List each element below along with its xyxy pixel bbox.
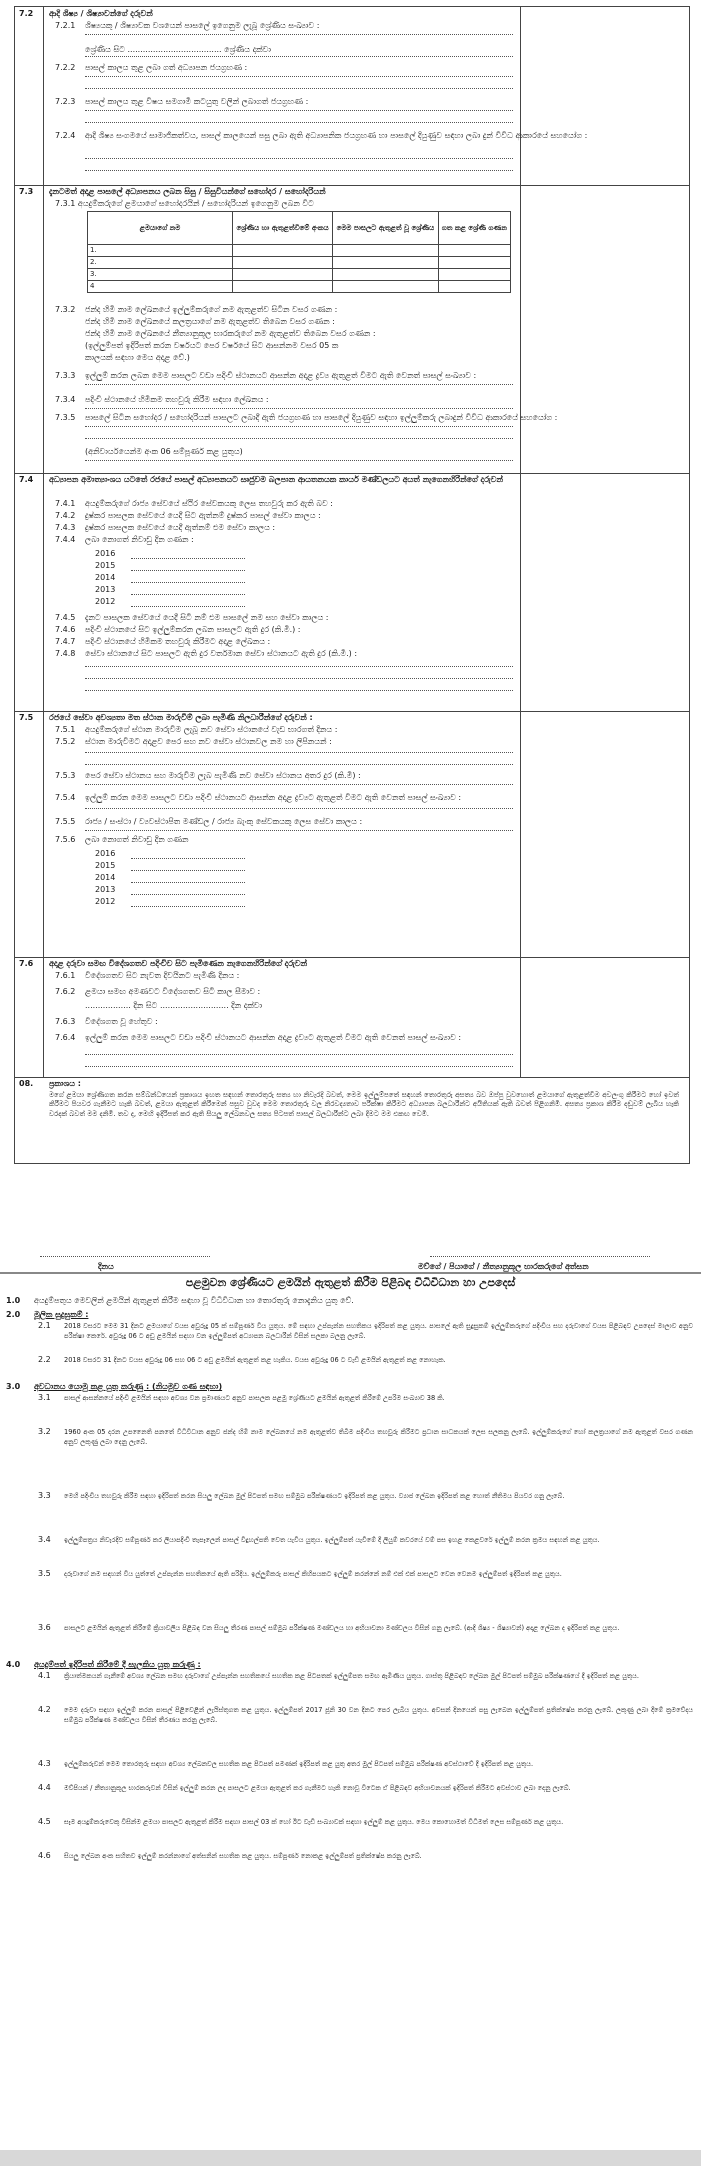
col-header: ගත කළ ශ්‍රේණි ගණන <box>438 212 510 245</box>
group-number: 1.0 <box>6 1296 21 1305</box>
field-label: ජන්ද හිමි නාම ලේඛනයේ ඉල්ලුම්කරුගේ නම ඇතුළත්ව සිටින වසර ගණන : <box>85 305 338 314</box>
item-number: 3.6 <box>38 1623 51 1632</box>
field-label: ඉල්ලුම් කරන ලබන මෙම පාසලට වඩා පදිංචි ස්ථානයට ආසන්න අදාළ ද්‍රව්‍ය ඇතුළත් විමට ඇති වෙනත් පාසල් සංඛ්‍යාව : <box>85 371 477 380</box>
field-label: විදේශගත වූ හේතුව : <box>85 1017 158 1026</box>
section-7-6 <box>15 957 689 1078</box>
section-number: 7.4 <box>19 475 34 484</box>
form-field[interactable] <box>55 1001 513 1013</box>
form-field[interactable] <box>55 771 513 783</box>
answer-line[interactable] <box>85 75 513 77</box>
signature-label: මව්ගේ / පියාගේ / නීත්‍යානුකූල භාරකරුගේ අත්සන <box>418 1262 589 1271</box>
item-text: ඉල්ලුම්පත්‍රය නිවැරදිව සම්පූර්ණ කර ලියාපදිංචි තැපෑලෙන් පාසල් විදුහල්පති වෙත යැවිය යුතුය. ඉල්ලුම්පත් යැවීමේ දී ලියුම් කවරයේ වම් පස ඉහළ කෙළවරේ ඉල්ලුම් කරන ක්‍රමය සඳහන් කළ යුතුය. <box>64 1536 600 1544</box>
field-number: 7.4.6 <box>55 625 76 634</box>
item-text: මෙම දරුවා සඳහා ඉල්ලුම් කරන පාසල් පිළිවෙළින් ලැයිස්තුගත කළ යුතුය. ඉල්ලුම්පත් 2017 ජූනි 30 වන දිනට පෙර ලැබිය යුතුය. අවසන් දිනයෙන් පසු ලැබෙන ඉල්ලුම්පත් ප්‍රතික්ෂේප කරනු ලැබේ. ලකුණු ලබා දීමේ ක්‍රමවේදය සම්මුඛ පරීක්ෂණ මණ්ඩලය විසින් තීරණය කරනු ලැබේ. <box>64 1706 693 1724</box>
form-field[interactable] <box>55 1033 513 1045</box>
item-text: දරුවාගේ නම සඳහන් විය යුත්තේ උප්පැන්න සහතිකයේ ඇති පරිදිය. ඉල්ලුම්කරු පාසල් කිහිපයකට ඉල්ලුම් කරන්නේ නම් එක් එක් පාසලට වෙන වෙනම ඉල්ලුම්පත් ඉදිරිපත් කළ යුතුය. <box>64 1570 562 1578</box>
item-text: 1960 අංක 05 දරන උපනෛති පනතේ විධිවිධාන අනුව ජන්ද හිමි නාම ලේඛනයේ නම ඇතුළත්ව තිබීම පදිංචිය තහවුරු කිරීමට ප්‍රධාන සාධකයක් ලෙස සලකනු ලැබේ. ඉල්ලුම්කරුගේ හෝ කලත්‍රයාගේ නම ඇතුළත් වසර ගණන අනුව ලකුණු ලබා දෙනු ලැබේ. <box>64 1428 693 1446</box>
form-field[interactable] <box>55 329 513 341</box>
field-number: 7.6.3 <box>55 1017 76 1026</box>
answer-line[interactable] <box>85 109 513 111</box>
field-label: අයදුම්කරුගේ ස්ථාන මාරුවීම ලැබූ නව සේවා ස්ථානයේ වැඩ භාරගත් දිනය : <box>85 725 338 734</box>
answer-line[interactable] <box>85 407 513 409</box>
form-field[interactable] <box>55 1017 513 1029</box>
field-number: 7.4.3 <box>55 523 76 532</box>
year-label: 2014 <box>95 573 116 582</box>
section-heading: ආදි ශිෂ්‍ය / ශිෂ්‍යාවන්ගේ දරුවන් <box>49 9 153 18</box>
item-number: 3.4 <box>38 1535 51 1544</box>
field-label: අයදුම්කරුගේ රාජ්‍ය සේවයේ ස්ථිර සේවකයකු ලෙස තහවුරු කර ඇති බව : <box>85 499 333 508</box>
form-field[interactable] <box>55 817 513 829</box>
item-text: සියලු ලේඛන අංක සහිතව ඉල්ලුම් කරන්නාගේ අත්සනින් සහතික කළ යුතුය. සම්පූර්ණ නොකළ ඉල්ලුම්පත් ප්‍රතික්ෂේප කරනු ලැබේ. <box>64 1852 422 1860</box>
year-label: 2015 <box>95 861 116 870</box>
field-label: පාසලේ සිටින සහෝදර / සහෝදරියන් පාසලට ලබාදී ඇති ජයග්‍රහණ හා පාසලේ දියුණුව සඳහා ඉල්ලුම්කරු ලබාදුන් විවිධ ආකාරයේ සහයෝග : <box>85 413 558 422</box>
form-field[interactable] <box>55 511 513 523</box>
item-text: මව්පියන් / නීත්‍යානුකූල භාරකරුවන් විසින් ඉල්ලුම් කරන ලද පාසලට ළමයා ඇතුළත් කර ගැනීමට හැකි නොවූ විටෙක ඒ පිළිබඳව අභියාචනයක් ඉදිරිපත් කිරීමට අවස්ථාව ලබා දෙනු ලැබේ. <box>64 1784 571 1792</box>
field-number: 7.5.2 <box>55 737 76 746</box>
field-label: කාලයක් සඳහා මෙය අදාළ වේ.) <box>85 353 190 362</box>
section-7-2 <box>15 7 689 186</box>
field-label: පාසල් කාලය තුළ ලබා ගත් අධ්‍යාපන ජයග්‍රහණ : <box>85 63 248 72</box>
section-heading: දැනටමත් අදාළ පාසලේ අධ්‍යාපනය ලබන සිසු / සිසුවියන්ගේ සහෝදර / සහෝදරියන් <box>49 187 326 196</box>
year-field[interactable] <box>95 849 245 860</box>
field-number: 7.3.3 <box>55 371 76 380</box>
form-field[interactable] <box>55 737 513 749</box>
form-field[interactable] <box>55 835 513 847</box>
item-number: 3.5 <box>38 1569 51 1578</box>
year-field[interactable] <box>95 885 245 896</box>
siblings-table <box>87 211 511 293</box>
date-label: දිනය <box>98 1262 114 1271</box>
field-number: 7.2.2 <box>55 63 76 72</box>
answer-line[interactable] <box>85 121 513 123</box>
year-field[interactable] <box>95 549 245 560</box>
field-label: විදේශගතව සිට නැවත දිවයිනට පැමිණි දිනය : <box>85 971 240 980</box>
form-field[interactable] <box>55 725 513 737</box>
field-number: 7.5.3 <box>55 771 76 780</box>
answer-line[interactable] <box>85 425 513 427</box>
field-label: පාසල් කාලය තුළ විෂය සමගාමී කටයුතු වලින් ලබාගත් ජයග්‍රහණ : <box>85 97 309 106</box>
form-field[interactable] <box>55 341 513 353</box>
year-label: 2013 <box>95 885 116 894</box>
section-number: 7.3 <box>19 187 34 196</box>
section-number: 7.2 <box>19 9 34 18</box>
group-heading: අවධානය යොමු කළ යුතු කරුණු : (නියමුව ගණ සඳහා) <box>34 1382 223 1391</box>
item-number: 4.1 <box>38 1671 51 1680</box>
form-field[interactable] <box>55 131 588 143</box>
item-number: 4.3 <box>38 1759 51 1768</box>
answer-line[interactable] <box>85 689 513 691</box>
answer-line[interactable] <box>85 783 513 785</box>
field-label: රාජ්‍ය / සංස්ථා / ව්‍යවස්ථාපිත මණ්ඩල / රාජ්‍ය බැංකු සේවකයකු ලෙස සේවා කාලය : <box>85 817 363 826</box>
answer-line[interactable] <box>85 383 513 385</box>
form-field[interactable] <box>55 523 513 535</box>
form-field[interactable] <box>55 535 513 547</box>
field-label: දුෂ්කර පාසලක සේවයේ යෙදී ඇත්නම් එම සේවා කාලය : <box>85 523 276 532</box>
field-label: (අනිවාර්යයෙන්ම අංක 06 සම්පූර්ණ කළ යුතුය) <box>85 447 243 456</box>
section-heading: රජයේ සේවා අවශ්‍යතා මත ස්ථාන මාරුවීම් ලබා පැමිණි නිලධාරීන්ගේ දරුවන් : <box>49 713 313 722</box>
answer-line[interactable] <box>85 807 513 809</box>
field-label: (ඉල්ලුම්පත් ඉදිරිපත් කරන වර්ෂයට පෙර වර්ෂයේ සිට ආසන්නම වසර 05 ක <box>85 341 339 350</box>
year-field[interactable] <box>95 585 245 596</box>
item-number: 3.3 <box>38 1491 51 1500</box>
form-field[interactable] <box>55 353 513 365</box>
field-number: 7.6.2 <box>55 987 76 996</box>
subsection-7-3-1: 7.3.1 අයදුම්කරුගේ ළමයාගේ සහෝදරයින් / සහෝදරියන් ඉගෙනුම ලබන විට <box>55 199 314 208</box>
field-label: පදිංචි ස්ථානයේ හිමිකම තහවුරු කිරීමට අදාළ ලේඛනය : <box>85 637 271 646</box>
answer-line[interactable] <box>85 157 513 159</box>
year-label: 2016 <box>95 549 116 558</box>
year-field[interactable] <box>95 561 245 572</box>
form-field[interactable] <box>55 613 513 625</box>
section-7-4 <box>15 473 689 712</box>
field-number: 7.4.1 <box>55 499 76 508</box>
divider <box>0 1272 701 1274</box>
field-number: 7.5.6 <box>55 835 76 844</box>
form-field[interactable] <box>55 987 513 999</box>
field-label: පෙර සේවා ස්ථානය සහ මාරුවීම ලැබ පැමිණි නව සේවා ස්ථානය අතර දුර (කි.මී) : <box>85 771 361 780</box>
field-number: 7.2.4 <box>55 131 76 140</box>
item-number: 4.2 <box>38 1705 51 1714</box>
answer-line[interactable] <box>85 751 513 753</box>
group-heading: අයදුම්පත් ඉදිරිපත් කිරීමේ දී සැලකිය යුතු කරුණු : <box>34 1660 201 1669</box>
signature-line[interactable] <box>430 1256 650 1257</box>
col-header: මෙම පාසලට ඇතුළත් වූ ශ්‍රේණිය <box>333 212 439 245</box>
field-label: ඉල්ලුම් කරන මෙම පාසලට වඩා පදිංචි ස්ථානයට ආසන්න අදාළ ද්‍රව්‍යට ඇතුළත් විමට ඇති වෙනත් පාසල් සංඛ්‍යාව : <box>85 1033 462 1042</box>
section-heading: අදාළ දරුවා සමඟ විදේශගතව පදිංචිව සිට පැමිණෙන නැගෙනහිරින්ගේ දරුවන් <box>49 959 308 968</box>
table-row[interactable]: 4 <box>88 281 511 293</box>
section-number: 7.5 <box>19 713 34 722</box>
table-row[interactable]: 2. <box>88 257 511 269</box>
form-field[interactable] <box>55 793 513 805</box>
item-number: 3.1 <box>38 1393 51 1402</box>
form-table <box>14 6 690 1164</box>
form-field[interactable] <box>55 317 513 329</box>
field-number: 7.4.4 <box>55 535 76 544</box>
form-field[interactable] <box>55 395 513 407</box>
group-heading: අයදුම්පතුය මෙවලින් ළමයින් ඇතුළත් කිරීම සඳහා වූ විධිවිධාන හා තොරතුරු නොදැනිය යුතු වේ. <box>34 1296 354 1305</box>
field-label: දැනට පාසලක සේවයේ යෙදී සිටී නම් එම පාසලේ නම සහ සේවා කාලය : <box>85 613 329 622</box>
answer-line[interactable] <box>85 665 513 667</box>
col-header: ශ්‍රේණිය හා ඇතුළත්වීමේ අංකය <box>233 212 333 245</box>
form-field[interactable] <box>55 63 513 75</box>
field-number: 7.6.1 <box>55 971 76 980</box>
field-label: පදිංචි ස්ථානයේ සිට ඉල්ලුම්කරන ලබන පාසලට ඇති දුර (කි.මී.) : <box>85 625 301 634</box>
guidelines-title: පළමුවන ශ්‍රේණියට ළමයින් ඇතුළත් කිරීම පිළිබඳ විධිවිධාන හා උපදෙස් <box>185 1276 516 1289</box>
item-text: ක්‍රියාත්මකයන් ගැනීමේ අවශ්‍ය ලේඛන සමඟ දරුවාගේ උප්පැන්න සහතිකයේ සහතික කළ පිටපතක් ඉල්ලුම්පත සමඟ ඇමිණිය යුතුය. ගාස්තු පිළිබඳව ලේඛන මුල් පිටපත් සම්මුඛ පරීක්ෂණයේ දී ඉදිරිපත් කළ යුතුය. <box>64 1672 640 1680</box>
group-number: 3.0 <box>6 1382 21 1391</box>
group-number: 4.0 <box>6 1660 21 1669</box>
table-row[interactable]: 3. <box>88 269 511 281</box>
field-label: ජන්ද හිමි නාම ලේඛනයේ නීත්‍යානුකූල භාරකරුගේ නම ඇතුළත්ව තිබෙන වසර ගණන : <box>85 329 376 338</box>
col-header: ළමයාගේ නම <box>88 212 233 245</box>
answer-line[interactable] <box>85 55 513 57</box>
item-number: 2.2 <box>38 1355 51 1364</box>
field-number: 7.4.7 <box>55 637 76 646</box>
field-number: 7.3.2 <box>55 305 76 314</box>
answer-line[interactable] <box>85 33 513 35</box>
field-label: දුෂ්කර පාසලක සේවයේ යෙදී සිට ඇත්නම් දුෂ්කර පාසල් සේවා කාලය : <box>85 511 321 520</box>
field-number: 7.4.2 <box>55 511 76 520</box>
table-row[interactable]: 1. <box>88 245 511 257</box>
form-field[interactable] <box>55 371 513 383</box>
answer-line[interactable] <box>85 1065 513 1067</box>
year-field[interactable] <box>95 873 245 884</box>
field-number: 7.4.8 <box>55 649 76 658</box>
item-text: 2018 වසරට 31 දිනට වයස අවුරුදු 06 සහ 06 ට අඩු ළමයින් ඇතුළත් කළ හැකිය. වයස අවුරුදු 06 ට වැඩි ළමයින් ඇතුළත් කළ නොහැක. <box>64 1356 446 1364</box>
field-number: 7.2.3 <box>55 97 76 106</box>
group-number: 2.0 <box>6 1310 21 1319</box>
item-number: 3.2 <box>38 1427 51 1436</box>
year-label: 2012 <box>95 897 116 906</box>
section-number: 7.6 <box>19 959 34 968</box>
field-label: සේවා ස්ථානයේ සිට පාසලට ඇති දුර වර්තමාන සේවා ස්ථානයට ඇති දුර (කි.මී.) : <box>85 649 358 658</box>
item-number: 4.5 <box>38 1817 51 1826</box>
item-text: පාසලට ළමයින් ඇතුළත් කිරීමේ ක්‍රියාවලිය පිළිබඳ වන සියලු තීරණ පාසල් සම්මුඛ පරීක්ෂණ මණ්ඩලය හා අභියාචනා මණ්ඩලය විසින් ගනු ලැබේ. (ආදි ශිෂ්‍ය - ශිෂ්‍යාවන්) අදාළ ලේඛන ද ඉදිරිපත් කළ යුතුය. <box>64 1624 620 1632</box>
year-field[interactable] <box>95 597 245 608</box>
field-label: ලබා නොගත් නිවාඩු දින ගණන <box>85 835 189 844</box>
field-label: ලබා නොගත් නිවාඩු දින ගණන : <box>85 535 194 544</box>
field-label: ජන්ද හිමි නාම ලේඛනයේ කලත්‍රයාගේ නම ඇතුළත්ව තිබෙන වසර ගණන : <box>85 317 335 326</box>
field-label: ශිෂ්‍යයකු / ශිෂ්‍යාවක වශයෙන් පාසලේ ඉගෙනුම ලැබූ ශ්‍රේණිය සංඛ්‍යාව : <box>85 21 320 30</box>
item-text: 2018 වසරට මෙම 31 දිනට ළමයාගේ වයස අවුරුදු 05 ක් සම්පූර්ණ විය යුතුය. මේ සඳහා උප්පැන්න සහතිකය ඉදිරිපත් කළ යුතුය. පාසලේ ඇති සුදුසුකම් ඉල්ලුම්කරුගේ පදිංචිය සහ දරුවාගේ වයස පිළිබඳව උපදෙස් මාලාව අනුව පරීක්ෂා කෙරේ. අවුරුදු 06 ට අඩු ළමයින් සඳහා වන ඉල්ලුම්පත් අධ්‍යාපන බලධාරීන් විසින් සලකා බලනු ලැබේ. <box>64 1322 693 1340</box>
section-heading: ප්‍රකාශය : <box>49 1079 82 1088</box>
year-label: 2015 <box>95 561 116 570</box>
year-label: 2012 <box>95 597 116 606</box>
answer-line[interactable] <box>85 169 513 171</box>
form-field[interactable] <box>55 305 513 317</box>
form-field[interactable] <box>55 499 513 511</box>
field-label: ස්ථාන මාරුවීමට අදාළව පෙර සහ නව සේවා ස්ථානවල නම හා ලිපිනයන් : <box>85 737 332 746</box>
declaration-text: මගේ ළමයා ශ්‍රේණිගත කරන සම්බන්ධයෙන් ප්‍රකාශය ඉහත සඳහන් තොරතුරු සත්‍ය හා නිවැරදි බවත්, මෙම ඉල්ලුම්පතේ සඳහන් තොරතුරු අසත්‍ය බව ඔප්පු වුවහොත් ළමයාගේ ඇතුළත්වීම අවලංගු කිරීමට හෝ ඉවත් කිරීමට පියවර ගැනීමට හැකි බවත්, ළමයා ඇතුළත් කිරීමෙන් පසුව වුවද මෙම තොරතුරු වල නිරවද්‍යතාව පරීක්ෂා කිරීමට අධ්‍යාපන බලධාරීන්ට අයිතියක් ඇති බවත් පිළිගනිමි. අසත්‍ය ප්‍රකාශ කිරීම දඬුවම් ලැබිය හැකි වරදක් බවත් මම දනිමි. තව ද, මෙහි ඉදිරිපත් කර ඇති සියලු ලේඛනවල සත්‍ය පිටපත් පාසල් බලධාරීන්ට ලබා දීමට මම එකඟ වෙමි. <box>49 1091 679 1118</box>
section-7-3 <box>15 185 689 474</box>
field-label: පදිංචි ස්ථානයේ හිමිකම තහවුරු කිරීම සඳහා ලේඛනය : <box>85 395 269 404</box>
form-field[interactable] <box>55 637 513 649</box>
field-label: ඉල්ලුම් කරන මෙම පාසලට වඩා පදිංචි ස්ථානයට ආසන්න අදාළ ද්‍රව්‍යට ඇතුළත් විමට ඇති වෙනත් පාසල් සංඛ්‍යාව : <box>85 793 462 802</box>
year-field[interactable] <box>95 573 245 584</box>
answer-line[interactable] <box>85 677 513 679</box>
field-label: ආදි ශිෂ්‍ය සංගමයේ සාමාජිකත්වය, පාසල් කාලයෙන් පසු ලබා ඇති අධ්‍යාපනික ජයග්‍රහණ හා පාසලේ දියුණුව සඳහා ලබා දුන් විවිධ ආකාරයේ සහයෝග : <box>85 131 588 140</box>
field-label: .................. දින සිට ........................... දින දක්වා <box>85 1001 263 1010</box>
field-number: 7.3.4 <box>55 395 76 404</box>
year-field[interactable] <box>95 861 245 872</box>
year-label: 2014 <box>95 873 116 882</box>
item-text: පාසල් ආසන්නයේ පදිංචි ළමයින් සඳහා අවශ්‍ය වන ප්‍රමාණයට අනුව පාසලක පළමු ශ්‍රේණියට ළමයින් ඇතුළත් කිරීමේ උපරිම සංඛ්‍යාව 38 කි. <box>64 1394 445 1402</box>
field-number: 7.5.4 <box>55 793 76 802</box>
item-number: 2.1 <box>38 1321 51 1330</box>
year-label: 2016 <box>95 849 116 858</box>
group-heading: මූලික සුදුසුකම් : <box>34 1310 89 1319</box>
answer-line[interactable] <box>85 829 513 831</box>
form-field[interactable] <box>55 97 513 109</box>
form-field[interactable] <box>55 413 558 425</box>
year-field[interactable] <box>95 897 245 908</box>
date-line[interactable] <box>40 1256 210 1257</box>
item-text: මෙහි පදිංචිය තහවුරු කිරීම සඳහා ඉදිරිපත් කරන සියලු ලේඛන මුල් පිටපත් සමඟ සම්මුඛ පරීක්ෂණයට ඉදිරිපත් කළ යුතුය. ව්‍යාජ ලේඛන ඉදිරිපත් කළ හොත් නීතිමය පියවර ගනු ලැබේ. <box>64 1492 565 1500</box>
item-text: ඉල්ලුම්කරුවන් මෙම තොරතුරු සඳහා අවශ්‍ය ලේඛනවල සහතික කළ පිටපත් පමණක් ඉදිරිපත් කළ යුතු අතර මුල් පිටපත් සම්මුඛ පරීක්ෂණ අවස්ථාවේ දී ඉදිරිපත් කළ යුතුය. <box>64 1760 534 1768</box>
item-number: 4.4 <box>38 1783 51 1792</box>
item-text: සෑම අයදුම්කරුවෙකු විසින්ම ළමයා පාසලට ඇතුළත් කිරීම සඳහා පාසල් 03 ක් හෝ ඊට වැඩි සංඛ්‍යාවක් සඳහා ඉල්ලුම් කළ යුතුය. මෙය කොහොමත් විධිමත් ලෙස සම්පූර්ණ කළ යුතුය. <box>64 1818 564 1826</box>
field-label: ළමයා සමඟ අමණවට විදේශගතව සිටි කාල සීමාව : <box>85 987 261 996</box>
field-number: 7.6.4 <box>55 1033 76 1042</box>
answer-line[interactable] <box>85 459 513 461</box>
answer-line[interactable] <box>85 437 513 439</box>
field-number: 7.5.1 <box>55 725 76 734</box>
field-number: 7.3.5 <box>55 413 76 422</box>
year-label: 2013 <box>95 585 116 594</box>
bottom-bar <box>0 2150 701 2166</box>
form-field[interactable] <box>55 649 513 661</box>
item-number: 4.6 <box>38 1851 51 1860</box>
answer-line[interactable] <box>85 87 513 89</box>
section-number: 08. <box>19 1079 34 1088</box>
form-field[interactable] <box>55 625 513 637</box>
field-label: ශ්‍රේණිය සිට ..................................... ශ්‍රේණිය දක්වා <box>85 45 272 54</box>
field-number: 7.4.5 <box>55 613 76 622</box>
form-field[interactable] <box>55 971 513 983</box>
answer-line[interactable] <box>85 763 513 765</box>
section-7-5 <box>15 711 689 958</box>
section-heading: අධ්‍යාපන අමාත්‍යාංශය යටතේ රජයේ පාසල් අධ්‍යාපනයට සෘජුවම බලපාන ආයතනයක කාර්ය මණ්ඩලයට අයත් නැගෙනහිරින්ගේ දරුවන් <box>49 475 504 484</box>
form-field[interactable] <box>55 21 513 33</box>
form-field[interactable] <box>55 447 513 459</box>
field-number: 7.2.1 <box>55 21 76 30</box>
section-08-declaration <box>15 1077 689 1163</box>
field-number: 7.5.5 <box>55 817 76 826</box>
answer-line[interactable] <box>85 1053 513 1055</box>
